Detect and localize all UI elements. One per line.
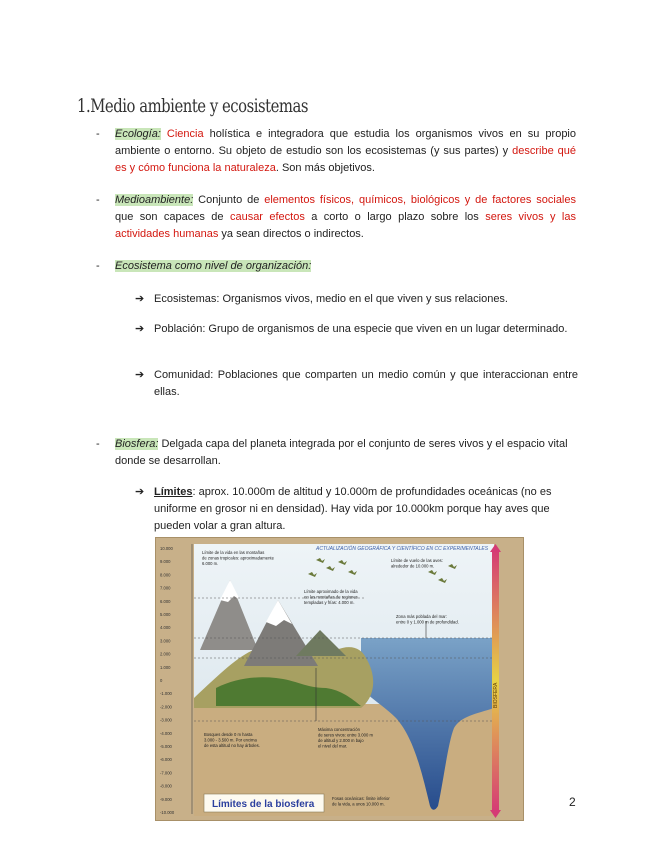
scale-tick-label: 10.000: [160, 546, 173, 551]
scale-tick-label: -2.000: [160, 704, 172, 710]
term-highlight: Ecología:: [115, 128, 161, 140]
figure-caption: Límites de la biosfera: [212, 799, 315, 810]
arrow-icon: ➔: [135, 293, 145, 305]
annotation-sea-zone: Zona más poblada del mar: entre 0 y 1.000 m de profundidad.: [396, 614, 459, 625]
scale-tick-label: 5.000: [160, 612, 171, 617]
scale-tick-label: -10.000: [160, 810, 175, 815]
scale-tick-label: 2.000: [160, 651, 171, 657]
arrow-icon: ➔: [135, 323, 145, 335]
figure-header: ACTUALIZACIÓN GEOGRÁFICA Y CIENTÍFICO EN CC EXPERIMENTALES: [316, 546, 489, 552]
ecologia-text: Ecología: Ciencia holística e integradora que estudia los organismos vivos en su propio ambiente o entorno. Su objeto de estudio son los ecosistemas (y sus partes) y describe qué es y cómo funciona la naturaleza. Son más objetivos.: [115, 128, 576, 174]
scale-tick-label: -4.000: [160, 730, 172, 736]
medioambiente-text: Medioambiente: Conjunto de elementos físicos, químicos, biológicos y de factores sociales que son capaces de causar efectos a corto o largo plazo sobre los seres vivos y las actividades humanas ya sean directos o indirectos.: [115, 194, 576, 240]
scale-tick-label: 9.000: [160, 559, 171, 565]
scale-tick-label: 4.000: [160, 625, 171, 631]
biosphere-side-label: BIOSFERA: [493, 682, 499, 708]
annotation-temperate: Límite aproximado de la vida en las montañas de regiones templadas y frías: 4.000 m.: [304, 589, 358, 605]
term-highlight: Ecosistema como nivel de organización:: [115, 260, 312, 272]
scale-tick-label: 1.000: [160, 664, 171, 670]
biosphere-bar: [492, 550, 499, 812]
altitude-scale: [160, 546, 175, 815]
biosphere-diagram: [155, 537, 524, 821]
annotation-tropical: Límite de la vida en las montañas de zonas tropicales: aproximadamente 6.000 m.: [202, 550, 274, 566]
arrow-icon: ➔: [135, 369, 145, 381]
biosfera-text: Biosfera: Delgada capa del planeta integrada por el conjunto de seres vivos y el espacio vital donde se desarrollan.: [115, 438, 568, 467]
annotation-forests: Bosques desde 0 m hasta 3.000 - 3.500 m. Por encima de esta altitud no hay árboles.: [204, 732, 260, 748]
document-page: 1.Medio ambiente y ecosistemas - Ecología: Ciencia holística e integradora que estudia los organismos vivos en su propio ambiente o entorno. Su objeto de estudio son los ecosistemas (y sus partes) y describe qué es y cómo funciona la naturaleza. Son más objetivos. - Medioambiente: Conjunto de elementos físicos, químicos, biológicos y de factores sociales que son capaces de causar efectos a corto o largo plazo sobre los seres vivos y las actividades humanas ya sean directos o indirectos. - Ecosistema como nivel de organización: ➔ Ecosistemas: Organismos vivos, medio en el que viven y sus relaciones. ➔ Población: Grupo de organismos de una especie que viven en un lugar determinado. ➔ Comunidad: Poblaciones que comparten un medio común y que interaccionan entre ellas. - Biosfera: Delgada capa del planeta integrada por el conjunto de seres vivos y el espacio vital donde se desarrollan. ➔ Límites: aprox. 10.000m de altitud y 10.000m de profundidades oceánicas (no es uniforme en grosor ni en densidad). Hay vida por 10.000km porque hay aves que pueden volar a gran altura. 10.000 9.000 8.000 7.000 6.000 5.000 4.000 3.000 2.000 1.000 0 -1.000 -2.000 -3.000 -4.000 -5.000 -6.000 -7.000 -8.000 -9.000 -10.000 BIOSFERA ACTUALIZACIÓN GEOGRÁFICA Y CIENTÍFICO EN CC EXPERIMENTALES Límite de la vida en las montañas de zonas tropicales: aproximadamente 6.000 m. Límite de vuelo de las aves: alrededor de 10.000 m. Límite aproximado de la vida en las montañas de regiones templadas y frías: 4.000 m. Zona más poblada del mar: entre 0 y 1.000 m de profundidad. Bosques desde 0 m hasta 3.000 - 3.500 m. Por encima de esta altitud no hay árboles. Máxima concentración de seres vivos: entre 3.000 m de altitud y 2.000 m bajo el nivel del mar. Fosas oceánicas: límite inferior de la vida, a unos 10.000 m. Límites de la biosfera 2: [0, 0, 655, 848]
annotation-birds: Límite de vuelo de las aves: alrededor de 10.000 m.: [391, 558, 443, 569]
scale-tick-label: 8.000: [160, 572, 171, 578]
scale-tick-label: 6.000: [160, 598, 171, 604]
term-highlight: Biosfera:: [115, 438, 159, 450]
scale-tick-label: -1.000: [160, 691, 172, 697]
scale-tick-label: -7.000: [160, 770, 172, 776]
arrow-icon: ➔: [135, 486, 145, 498]
scale-tick-label: -6.000: [160, 757, 172, 763]
term-highlight: Medioambiente:: [115, 194, 194, 206]
scale-tick-label: -8.000: [160, 783, 172, 789]
scale-tick-label: 3.000: [160, 638, 171, 644]
scale-tick-label: -3.000: [160, 717, 172, 723]
scale-tick-label: -5.000: [160, 744, 172, 749]
section-title: 1.Medio ambiente y ecosistemas: [77, 95, 309, 117]
scale-tick-label: 7.000: [160, 585, 171, 591]
annotation-trenches: Fosas oceánicas: límite inferior de la vida, a unos 10.000 m.: [332, 796, 390, 807]
scale-tick-label: 0: [160, 678, 163, 683]
scale-tick-label: -9.000: [160, 796, 172, 802]
annotation-max-life: Máxima concentración de seres vivos: entre 3.000 m de altitud y 2.000 m bajo el nivel del mar.: [318, 727, 373, 749]
page-number: 2: [569, 795, 576, 809]
